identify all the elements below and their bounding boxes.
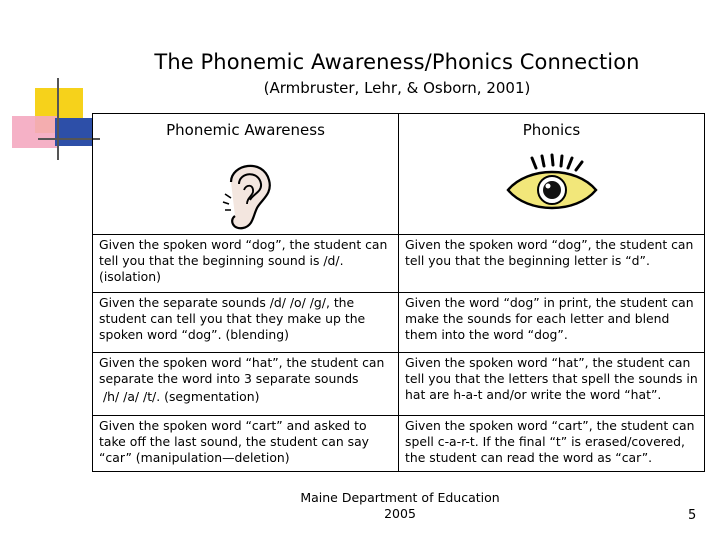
deco-pink-square bbox=[12, 116, 57, 148]
phonemic-cell-text: Given the spoken word “hat”, the student can separate the word into 3 separate sounds bbox=[99, 355, 385, 387]
slide-title: The Phonemic Awareness/Phonics Connection bbox=[154, 50, 640, 74]
ear-icon bbox=[217, 154, 279, 232]
header-label: Phonemic Awareness bbox=[166, 121, 325, 139]
header-phonics bbox=[399, 114, 705, 235]
header-label: Phonics bbox=[522, 121, 581, 139]
phonics-cell: Given the spoken word “cart”, the student can spell c-a-r-t. If the final “t” is erased/covered, the student can read the word as “car”. bbox=[399, 416, 705, 472]
table-header-row bbox=[93, 114, 705, 235]
table-row bbox=[93, 353, 705, 416]
header-phonemic-awareness bbox=[93, 114, 399, 235]
page-number: 5 bbox=[688, 508, 697, 523]
phonemic-cell-text-line2: /h/ /a/ /t/. (segmentation) bbox=[103, 388, 260, 404]
deco-blue-square bbox=[55, 118, 93, 146]
slide-subtitle: (Armbruster, Lehr, & Osborn, 2001) bbox=[263, 79, 531, 97]
footer-organization: Maine Department of Education bbox=[300, 490, 500, 505]
footer-year: 2005 bbox=[384, 506, 416, 522]
phonics-cell: Given the spoken word “dog”, the student can tell you that the beginning letter is “d”. bbox=[399, 235, 705, 293]
phonemic-cell: Given the spoken word “cart” and asked to take off the last sound, the student can say “car” (manipulation—deletion) bbox=[93, 416, 399, 472]
table-row bbox=[93, 235, 705, 293]
eye-icon bbox=[502, 152, 602, 216]
comparison-table bbox=[92, 113, 705, 472]
phonemic-cell: Given the spoken word “dog”, the student can tell you that the beginning sound is /d/. (isolation) bbox=[93, 235, 399, 293]
deco-horizontal-line bbox=[38, 138, 100, 140]
table-row bbox=[93, 416, 705, 472]
phonemic-cell: Given the separate sounds /d/ /o/ /g/, the student can tell you that they make up the spoken word “dog”. (blending) bbox=[93, 293, 399, 353]
phonemic-cell bbox=[93, 353, 399, 416]
footer bbox=[250, 490, 550, 523]
phonics-cell: Given the spoken word “hat”, the student can tell you that the letters that spell the sounds in hat are h-a-t and/or write the word “hat”. bbox=[399, 353, 705, 416]
phonics-cell: Given the word “dog” in print, the student can make the sounds for each letter and blend them into the word “dog”. bbox=[399, 293, 705, 353]
table-row bbox=[93, 293, 705, 353]
